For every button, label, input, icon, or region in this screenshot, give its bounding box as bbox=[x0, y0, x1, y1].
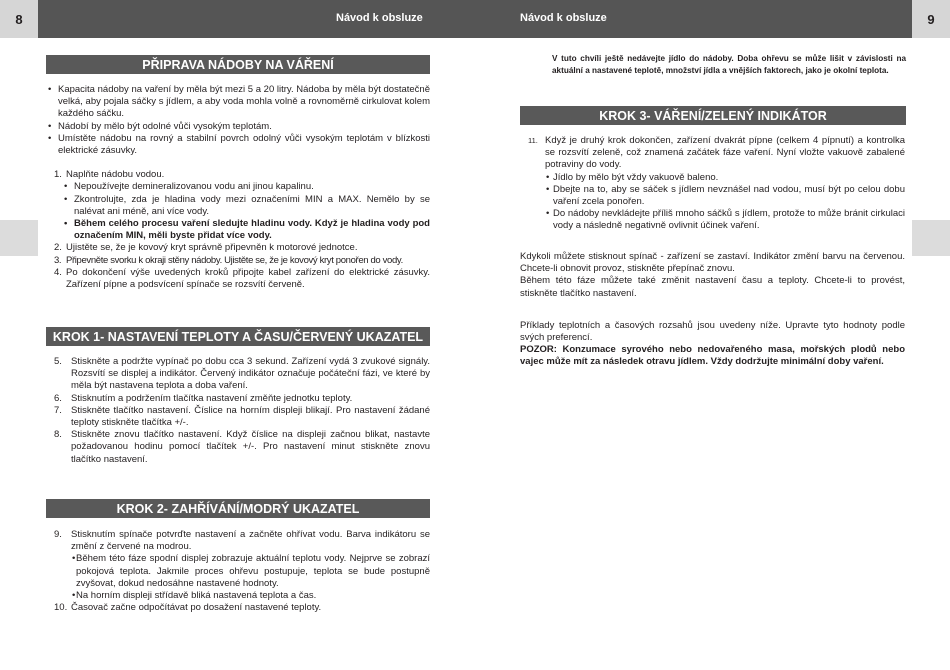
bullet-placement: • Umístěte nádobu na rovný a stabilní povrch odolný vůči vysokým teplotám v blízkosti elektrické zásuvky. bbox=[46, 133, 430, 157]
bullet-heat-resistant: • Nádobí by mělo být odolné vůči vysokým teplotám. bbox=[46, 121, 430, 133]
section-body-preparation bbox=[46, 84, 430, 291]
step-text: Stiskněte a podržte vypínač po dobu cca 3 sekund. Zařízení vydá 3 zvukové signály. Rozsvítí se displej a indikátor. Červený indikátor označuje počáteční fázi, ve které by měla být nastavena teplota a doba vaření. bbox=[71, 356, 430, 392]
sub-bullet-no-demineralized: • Nepoužívejte demineralizovanou vodu ani jinou kapalinu. bbox=[46, 181, 430, 193]
step-number: 3. bbox=[54, 254, 62, 266]
step-11 bbox=[528, 135, 905, 172]
step-text: Stiskněte tlačítko nastavení. Číslice na horním displeji blikají. Pro nastavení žádané teploty stiskněte tlačítka +/-. bbox=[71, 404, 430, 429]
step-text: Stisknutím a podržením tlačítka nastavení změňte jednotku teploty. bbox=[71, 392, 353, 404]
step-number: 7. bbox=[54, 404, 62, 416]
step-text: Časovač začne odpočítávat po dosažení nastavené teploty. bbox=[71, 602, 322, 614]
warning-text: POZOR: Konzumace syrového nebo nedovařeného masa, mořských plodů nebo vajec může mít za následek otravu jídlem. Vždy dodržujte minimální doby vaření. bbox=[520, 344, 905, 368]
step-number: 5. bbox=[54, 356, 62, 367]
step-text: Po dokončení výše uvedených kroků připojte kabel zařízení do elektrické zásuvky. Zařízení pípne a podsvícení spínače se rozsvítí červeně. bbox=[66, 266, 430, 291]
sub-bullet-lower-display: • Během této fáze spodní displej zobrazuje aktuální teplotu vody. Nejprve se zobrazí pokojová teplota. Jakmile proces ohřevu postupuje, teplota se bude postupně zvyšovat, dokud nedosáhne nastavené hodnoty. bbox=[54, 553, 430, 590]
step-number: 10. bbox=[54, 602, 68, 614]
page-number-right: 9 bbox=[912, 0, 950, 38]
step-text: Ujistěte se, že je kovový kryt správně připevněn k motorové jednotce. bbox=[66, 242, 358, 254]
step-number: 6. bbox=[54, 392, 62, 404]
running-title-left: Návod k obsluze bbox=[336, 12, 423, 24]
sub-bullet-vacuum: • Jídlo by mělo být vždy vakuově baleno. bbox=[528, 172, 905, 184]
step-number: 1. bbox=[54, 169, 62, 181]
running-title-right: Návod k obsluze bbox=[520, 12, 607, 24]
step-2 bbox=[46, 242, 430, 254]
step-number: 9. bbox=[54, 529, 62, 540]
step-number: 11. bbox=[528, 136, 538, 145]
header-bar bbox=[0, 0, 950, 38]
side-tab-right bbox=[912, 220, 950, 256]
section-heading-preparation: PŘIPRAVA NÁDOBY NA VÁŘENÍ bbox=[46, 55, 430, 74]
paragraph-change-settings: Během této fáze můžete také změnit nastavení času a teploty. Chcete-li to provést, stiskněte tlačítko nastavení. bbox=[520, 275, 905, 299]
section-body-step2 bbox=[54, 529, 430, 614]
step-text: Stisknutím spínače potvrďte nastavení a začněte ohřívat vodu. Barva indikátoru se změní z červené na modrou. bbox=[71, 529, 430, 553]
step-5 bbox=[54, 356, 430, 393]
intro-note: V tuto chvíli ještě nedávejte jídlo do nádoby. Doba ohřevu se může lišit v závislosti na aktuální a nastavené teplotě, množství jídla a vnějších faktorech, jako je okolní teplota. bbox=[552, 54, 906, 76]
section-body-step3 bbox=[528, 135, 905, 233]
step-number: 2. bbox=[54, 242, 62, 254]
step-4 bbox=[46, 267, 430, 291]
step-3 bbox=[46, 255, 430, 267]
sub-bullet-upper-display: • Na horním displeji střídavě bliká nastavená teplota a čas. bbox=[54, 590, 430, 602]
section-heading-step3: KROK 3- VÁŘENÍ/ZELENÝ INDIKÁTOR bbox=[520, 106, 906, 125]
sub-bullet-water-level: • Zkontrolujte, zda je hladina vody mezi označeními MIN a MAX. Nemělo by se nalévat ani méně, ani více vody. bbox=[46, 194, 430, 218]
step-7 bbox=[54, 405, 430, 429]
step-text: Připevněte svorku k okraji stěny nádoby. Ujistěte se, že je kovový kryt ponořen do vody. bbox=[66, 254, 403, 266]
paragraph-pause: Kdykoli můžete stisknout spínač - zařízení se zastaví. Indikátor změní barvu na červenou. Chcete-li obnovit provoz, stiskněte přepínač znovu. bbox=[520, 251, 905, 275]
step-text: Když je druhý krok dokončen, zařízení dvakrát pípne (celkem 4 pípnutí) a kontrolka se rozsvítí zeleně, což znamená začátek fáze vaření. Nyní vložte vakuově zabalené potraviny do vody. bbox=[545, 135, 905, 171]
sub-bullet-monitor-level: • Během celého procesu vaření sledujte hladinu vody. Když je hladina vody pod označením MIN, měli byste přidat více vody. bbox=[46, 218, 430, 242]
step-1 bbox=[46, 169, 430, 181]
section-heading-step1: KROK 1- NASTAVENÍ TEPLOTY A ČASU/ČERVENÝ UKAZATEL bbox=[46, 327, 430, 346]
paragraph-examples: Příklady teplotních a časových rozsahů jsou uvedeny níže. Upravte tyto hodnoty podle svých preferencí. bbox=[520, 319, 905, 344]
step-number: 4. bbox=[54, 266, 62, 278]
step-number: 8. bbox=[54, 429, 62, 441]
step-9 bbox=[54, 529, 430, 553]
step-text: Stiskněte znovu tlačítko nastavení. Když číslice na displeji začnou blikat, nastavte požadovanou hodinu pomocí tlačítek +/-. Pro nastavení minut stiskněte znovu tlačítko nastavení. bbox=[71, 429, 430, 465]
sub-bullet-too-many-bags: • Do nádoby nevkládejte příliš mnoho sáčků s jídlem, protože to může bránit cirkulaci vody a následně negativně ovlivnit účinek vaření. bbox=[528, 208, 905, 232]
sub-bullet-submerged: • Dbejte na to, aby se sáček s jídlem nevznášel nad vodou, musí být po celou dobu vaření zcela ponořen. bbox=[528, 184, 905, 208]
right-page-body bbox=[520, 251, 905, 369]
side-tab-left bbox=[0, 220, 38, 256]
step-8 bbox=[54, 429, 430, 466]
section-body-step1 bbox=[54, 356, 430, 466]
step-10 bbox=[54, 602, 430, 614]
section-heading-step2: KROK 2- ZAHŘÍVÁNÍ/MODRÝ UKAZATEL bbox=[46, 499, 430, 518]
bullet-capacity: • Kapacita nádoby na vaření by měla být mezi 5 a 20 litry. Nádoba by měla být dostatečně velká, aby pojala sáčky s jídlem, a aby voda mohla volně a rovnoměrně cirkulovat kolem každého sáčku. bbox=[46, 84, 430, 121]
step-text: Naplňte nádobu vodou. bbox=[66, 169, 165, 181]
step-6 bbox=[54, 393, 430, 405]
page-number-left: 8 bbox=[0, 0, 38, 38]
